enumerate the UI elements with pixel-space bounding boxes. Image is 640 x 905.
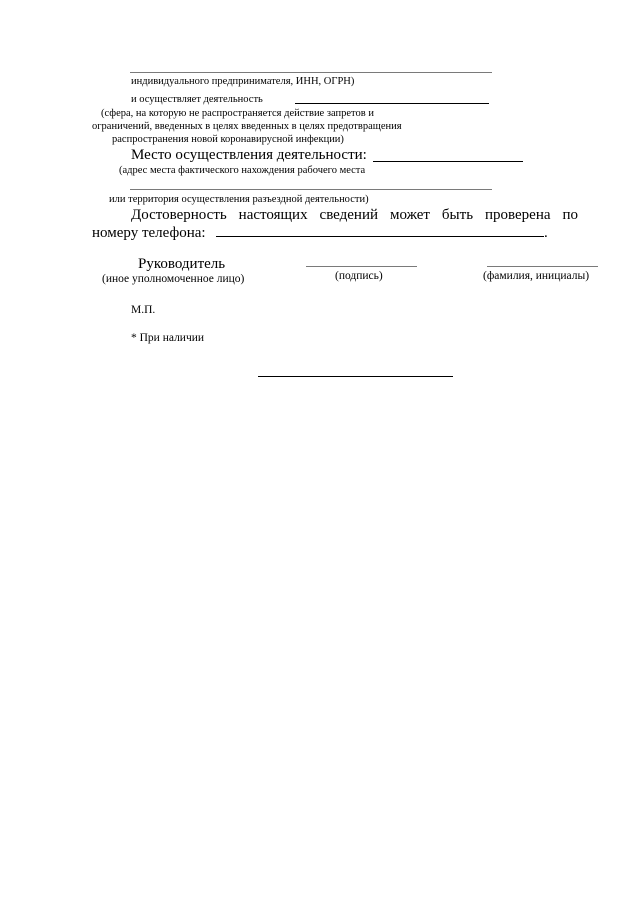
verify-line1-text: Достоверность настоящих сведений может быть проверена по [131,207,578,223]
footnote: * При наличии [131,332,205,344]
activity-label [131,93,263,106]
sign-caption: (подпись) [335,270,383,282]
address-caption-line2: или территория осуществления разъездной деятельности) [109,194,369,205]
sphere-caption-line2: ограничений, введенных в целях введенных в целях предотвращения [92,121,402,132]
verify-line2 [92,224,206,242]
place-fill-line [373,161,523,162]
sphere-caption-line1: (сфера, на которую не распространяется действие запретов и [101,108,374,119]
activity-fill-line [295,103,489,104]
address-caption-line1: (адрес места фактического нахождения рабочего места [119,165,366,176]
signature-fill-line [306,266,417,267]
head-caption: (иное уполномоченное лицо) [102,273,245,285]
place-label: Место осуществления деятельности: [131,147,367,163]
head-label: Руководитель [138,256,226,272]
verify-phone-label: номеру телефона: [92,225,206,241]
entrepreneur-fill-line [130,72,492,73]
entrepreneur-caption: индивидуального предпринимателя, ИНН, ОГРН) [131,76,355,87]
name-fill-line [487,266,598,267]
verify-line1 [131,206,578,224]
phone-fill-line [216,236,544,237]
name-caption: (фамилия, инициалы) [483,270,590,282]
stamp-label: М.П. [131,304,156,316]
address-fill-line [130,189,492,190]
verify-line2-end: . [544,225,548,241]
sphere-caption-line3: распространения новой коронавирусной инфекции) [112,134,344,145]
activity-label-text: и осуществляет деятельность [131,94,263,105]
footer-rule [258,376,453,377]
